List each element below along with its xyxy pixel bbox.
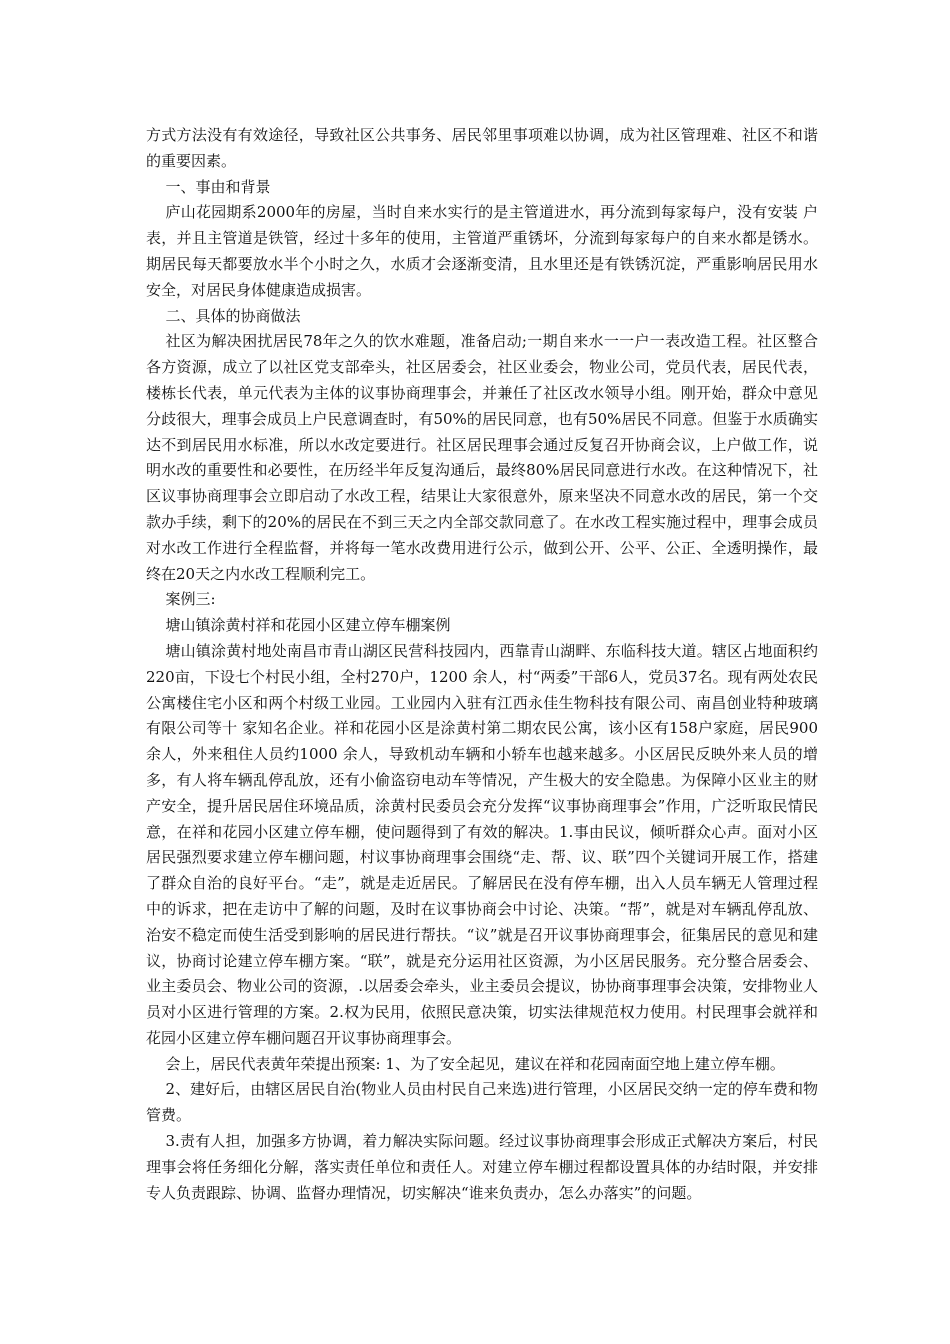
section-heading-background: 一、事由和背景 xyxy=(165,177,271,196)
case-three-label: 案例三: xyxy=(165,590,216,609)
paragraph-proposal-two: 2、建好后，由辖区居民自治(物业人员由村民自己来选)进行管理，小区居民交纳一定的停车费和物管费。 xyxy=(146,1080,818,1125)
document-page xyxy=(146,123,818,1206)
paragraph-background: 庐山花园期系2000年的房屋，当时自来水实行的是主管道进水，再分流到每家每户，没有安装 户 表，并且主管道是铁管，经过十多年的使用，主管道严重锈坏，分流到每家每户的自来水都是锈水。期居民每天都要放水半个小时之久，水质才会逐渐变清，且水里还是有铁锈沉淀，严重影响居民用水安全，对居民身体健康造成损害。 xyxy=(146,203,818,299)
paragraph-consultation: 社区为解决困扰居民78年之久的饮水难题，准备启动;一期自来水一一户一表改造工程。社区整合各方资源，成立了以社区党支部牵头，社区居委会，社区业委会，物业公司，党员代表，居民代表，楼栋长代表，单元代表为主体的议事协商理事会，并兼任了社区改水领导小组。刚开始，群众中意见分歧很大，理事会成员上户民意调查时，有50%的居民同意，也有50%居民不同意。但鉴于水质确实达不到居民用水标准，所以水改定要进行。社区居民理事会通过反复召开协商会议，上户做工作，说明水改的重要性和必要性，在历经半年反复沟通后，最终80%居民同意进行水改。在这种情况下，社区议事协商理事会立即启动了水改工程，结果让大家很意外，原来坚决不同意水改的居民，第一个交款办手续，剩下的20%的居民在不到三天之内全部交款同意了。在水改工程实施过程中，理事会成员对水改工作进行全程监督，并将每一笔水改费用进行公示，做到公开、公平、公正、全透明操作，最终在20天之内水改工程顺利完工。 xyxy=(146,332,818,583)
case-three-title: 塘山镇涂黄村祥和花园小区建立停车棚案例 xyxy=(165,616,451,635)
paragraph-responsibility: 3.责有人担，加强多方协调，着力解决实际问题。经过议事协商理事会形成正式解决方案后，村民理事会将任务细化分解，落实责任单位和责任人。对建立停车棚过程都设置具体的办结时限，并安排专人负责跟踪、协调、监督办理情况，切实解决“谁来负责办，怎么办落实”的问题。 xyxy=(146,1132,818,1202)
paragraph-intro-continuation: 方式方法没有有效途径，导致社区公共事务、居民邻里事项难以协调，成为社区管理难、社区不和谐的重要因素。 xyxy=(146,126,818,170)
paragraph-case-three-body: 塘山镇涂黄村地处南昌市青山湖区民营科技园内，西靠青山湖畔、东临科技大道。辖区占地面积约220亩，下设七个村民小组，全村270户，1200 余人，村“两委”干部6人，党员37名。现有两处农民公寓楼住宅小区和两个村级工业园。工业园内入驻有江西永佳生物科技有限公司、南昌创业特种玻璃有限公司等十 家知名企业。祥和花园小区是涂黄村第二期农民公寓，该小区有158户家庭，居民900余人，外来租住人员约1000 余人，导致机动车辆和小轿车也越来越多。小区居民反映外来人员的增多，有人将车辆乱停乱放，还有小偷盗窃电动车等情况，产生极大的安全隐患。为保障小区业主的财产安全，提升居民居住环境品质，涂黄村民委员会充分发挥“议事协商理事会”作用，广泛听取民情民意，在祥和花园小区建立停车棚，使问题得到了有效的解决。1.事由民议，倾听群众心声。面对小区居民强烈要求建立停车棚问题，村议事协商理事会围绕“走、帮、议、联”四个关键词开展工作，搭建了群众自治的良好平台。“走”，就是走近居民。了解居民在没有停车棚，出入人员车辆无人管理过程中的诉求，把在走访中了解的问题，及时在议事协商会中讨论、决策。“帮”，就是对车辆乱停乱放、治安不稳定而使生活受到影响的居民进行帮扶。“议”就是召开议事协商理事会，征集居民的意见和建议，协商讨论建立停车棚方案。“联”，就是充分运用社区资源，为小区居民服务。充分整合居委会、业主委员会、物业公司的资源，.以居委会牵头，业主委员会提议，协协商事理事会决策，安排物业人员对小区进行管理的方案。2.权为民用，依照民意决策，切实法律规范权力使用。村民理事会就祥和花园小区建立停车棚问题召开议事协商理事会。 xyxy=(146,641,818,1047)
section-heading-consultation: 二、具体的协商做法 xyxy=(165,306,301,325)
paragraph-proposal-one: 会上，居民代表黄年荣提出预案: 1、为了安全起见，建议在祥和花园南面空地上建立停车棚。 xyxy=(165,1054,785,1073)
